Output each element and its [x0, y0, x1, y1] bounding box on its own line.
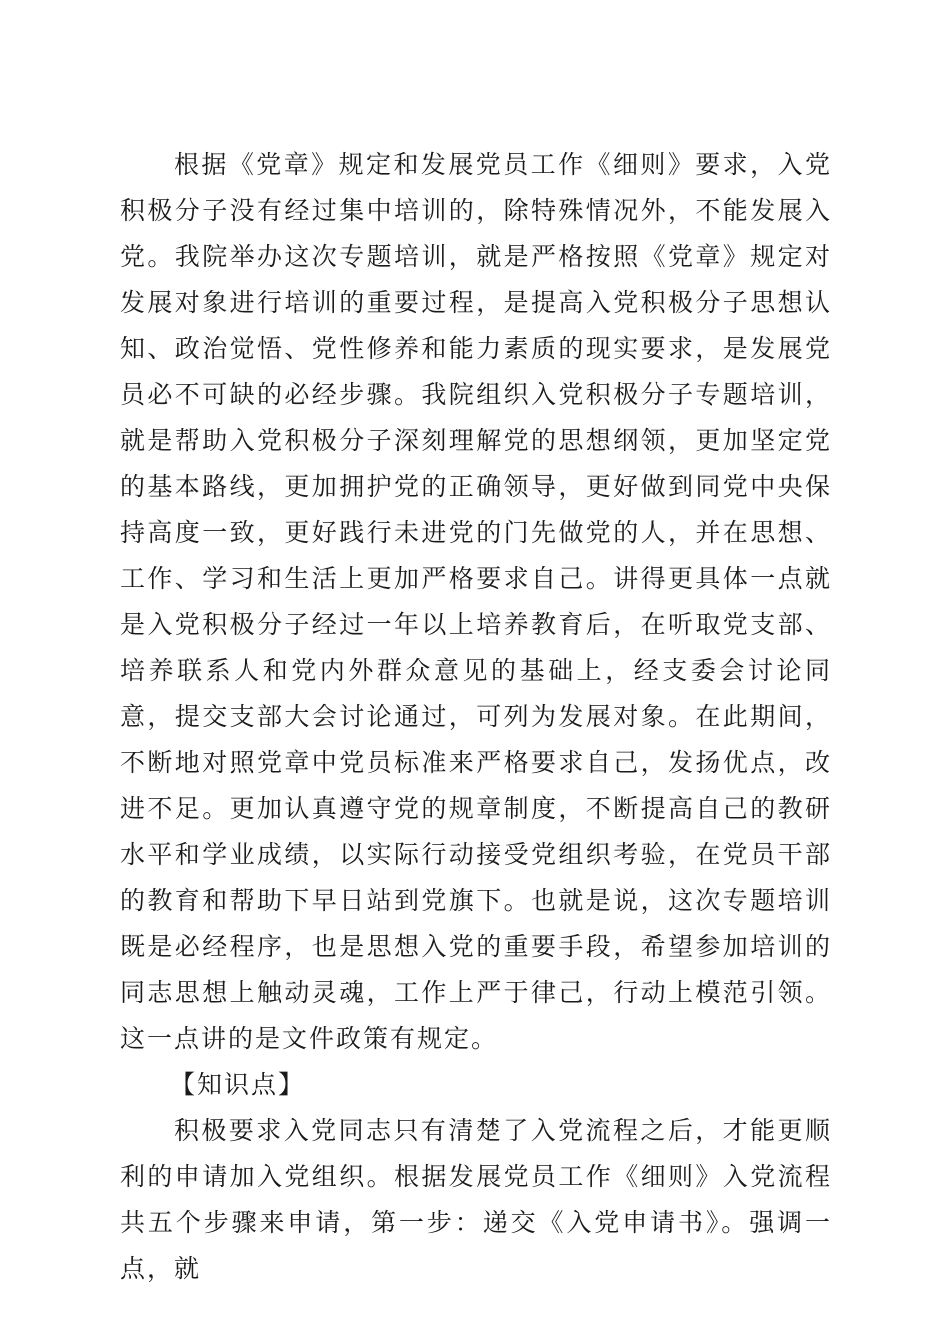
section-heading: 【知识点】: [170, 1070, 306, 1099]
document-body: [120, 142, 832, 1292]
body-paragraph: 根据《党章》规定和发展党员工作《细则》要求，入党积极分子没有经过集中培训的，除特殊情况外，不能发展入党。我院举办这次专题培训，就是严格按照《党章》规定对发展对象进行培训的重要过程，是提高入党积极分子思想认知、政治觉悟、党性修养和能力素质的现实要求，是发展党员必不可缺的必经步骤。我院组织入党积极分子专题培训，就是帮助入党积极分子深刻理解党的思想纲领，更加坚定党的基本路线，更加拥护党的正确领导，更好做到同党中央保持高度一致，更好践行未进党的门先做党的人，并在思想、工作、学习和生活上更加严格要求自己。讲得更具体一点就是入党积极分子经过一年以上培养教育后，在听取党支部、培养联系人和党内外群众意见的基础上，经支委会讨论同意，提交支部大会讨论通过，可列为发展对象。在此期间，不断地对照党章中党员标准来严格要求自己，发扬优点，改进不足。更加认真遵守党的规章制度，不断提高自己的教研水平和学业成绩，以实际行动接受党组织考验，在党员干部的教育和帮助下早日站到党旗下。也就是说，这次专题培训既是必经程序，也是思想入党的重要手段，希望参加培训的同志思想上触动灵魂，工作上严于律己，行动上模范引领。这一点讲的是文件政策有规定。: [120, 150, 832, 1053]
body-paragraph: 积极要求入党同志只有清楚了入党流程之后，才能更顺利的申请加入党组织。根据发展党员工作《细则》入党流程共五个步骤来申请，第一步：递交《入党申请书》。强调一点，就: [120, 1116, 832, 1283]
